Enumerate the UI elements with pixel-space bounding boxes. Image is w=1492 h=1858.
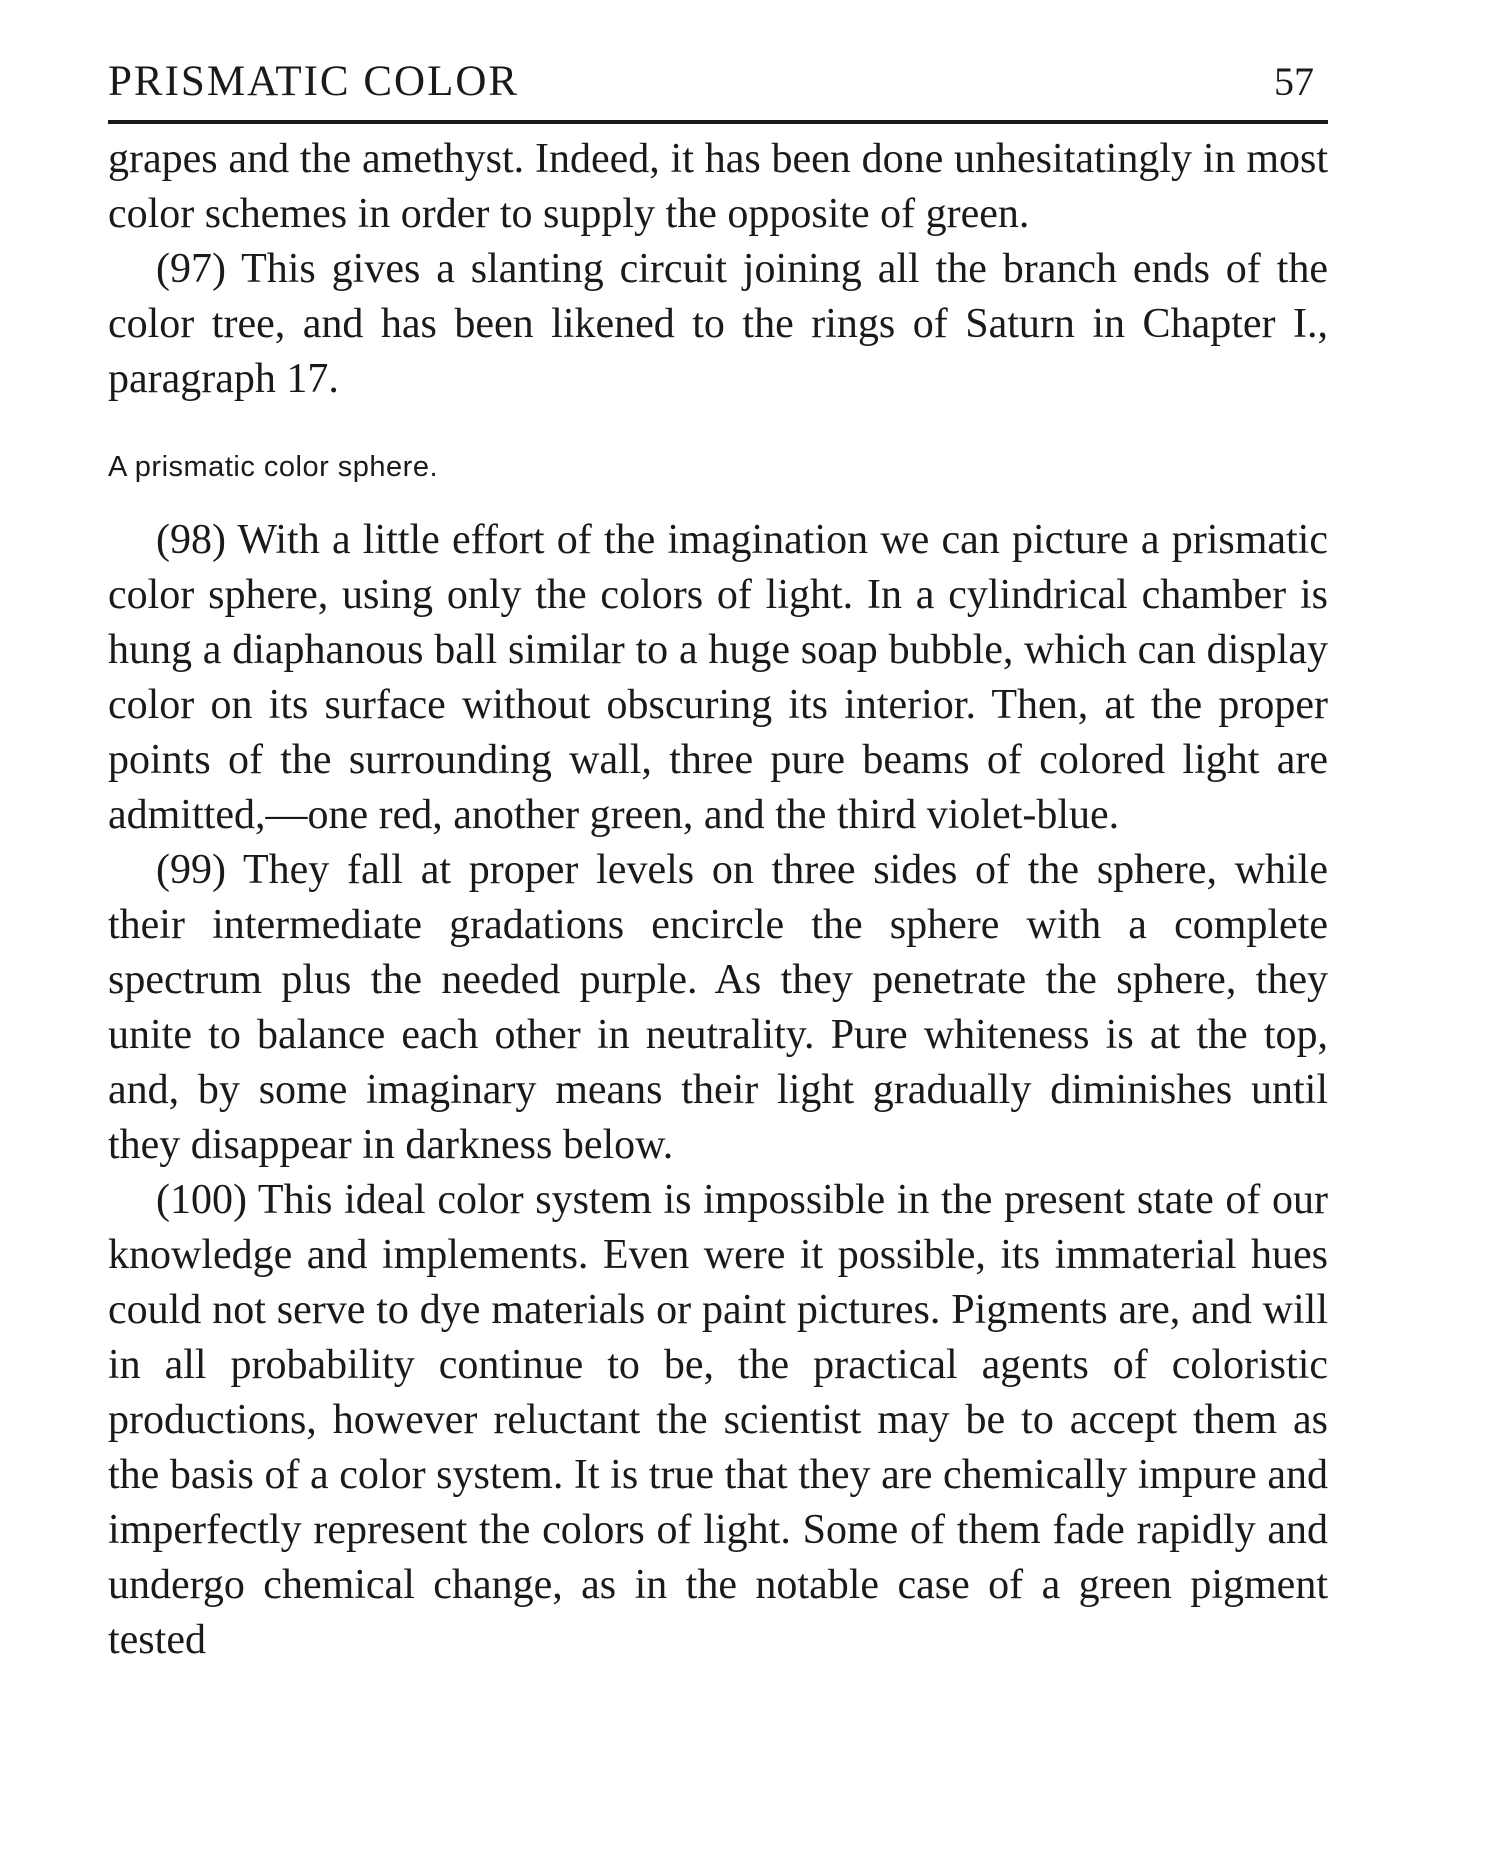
paragraph-98: (98) With a little effort of the imagination we can picture a prismatic color sphere, using only the colors of light. In a cylindrical chamber is hung a diaphanous ball similar to a huge soap bubble, which can display color on its surface without obscuring its interior. Then, at the proper points of the surrounding wall, three pure beams of colored light are admitted,—one red, another green, and the third violet-blue.: [108, 517, 1328, 838]
running-title: PRISMATIC COLOR: [108, 58, 520, 105]
body-text-top: [108, 132, 1328, 407]
paragraph-97: (97) This gives a slanting circuit joining all the branch ends of the color tree, and has been likened to the rings of Saturn in Chapter I., paragraph 17.: [108, 246, 1328, 402]
section-heading: A prismatic color sphere.: [108, 451, 439, 483]
running-head: [108, 52, 1328, 112]
header-rule: [108, 120, 1328, 124]
paragraph-99: (99) They fall at proper levels on three sides of the sphere, while their intermediate gradations encircle the sphere with a complete spectrum plus the needed purple. As they penetrate the sphere, they unite to balance each other in neutrality. Pure whiteness is at the top, and, by some imaginary means their light gradually diminishes until they disappear in darkness below.: [108, 847, 1328, 1168]
page-number: 57: [1274, 59, 1314, 104]
body-text-bottom: [108, 513, 1328, 1668]
paragraph-100: (100) This ideal color system is impossible in the present state of our knowledge and implements. Even were it possible, its immaterial hues could not serve to dye materials or paint pictures. Pigments are, and will in all probability continue to be, the practical agents of coloristic productions, however reluctant the scientist may be to accept them as the basis of a color system. It is true that they are chemically impure and imperfectly represent the colors of light. Some of them fade rapidly and undergo chemical change, as in the notable case of a green pigment tested: [108, 1177, 1328, 1663]
paragraph-continued: grapes and the amethyst. Indeed, it has been done unhesitatingly in most color schemes in order to supply the opposite of green.: [108, 136, 1328, 237]
book-page: [108, 52, 1328, 1668]
